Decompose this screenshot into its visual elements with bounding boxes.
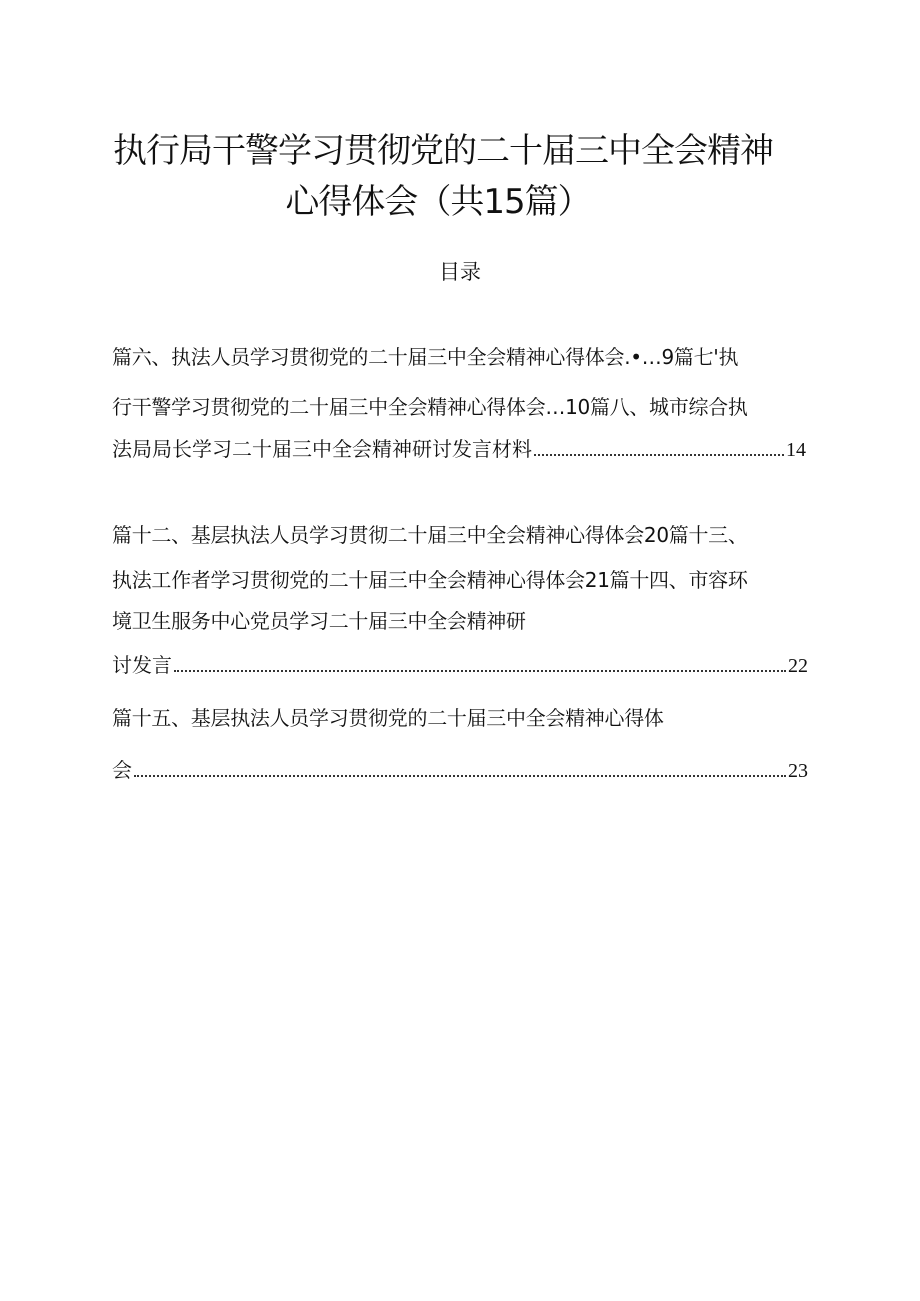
toc-entry-text: 会 <box>112 758 132 782</box>
document-title-line-2: 心得体会（共15篇） <box>285 182 591 222</box>
dot-leader <box>174 670 786 672</box>
toc-entry-line[interactable]: 篇十五、基层执法人员学习贯彻党的二十届三中全会精神心得体 <box>112 706 664 730</box>
toc-page-number: 14 <box>786 439 806 461</box>
toc-entry-line[interactable]: 境卫生服务中心党员学习二十届三中全会精神研 <box>112 609 526 633</box>
toc-page-number: 23 <box>788 760 808 782</box>
toc-entry-dotted[interactable] <box>112 650 808 680</box>
toc-entry-line[interactable]: 行干警学习贯彻党的二十届三中全会精神心得体会…10篇八、城市综合执 <box>112 395 748 419</box>
toc-page-number: 22 <box>788 655 808 677</box>
toc-heading: 目录 <box>439 260 481 284</box>
toc-entry-dotted[interactable] <box>112 755 808 785</box>
dot-leader <box>134 775 786 777</box>
toc-entry-line[interactable]: 篇六、执法人员学习贯彻党的二十届三中全会精神心得体会.•…9篇七'执 <box>112 345 739 369</box>
toc-entry-line[interactable]: 执法工作者学习贯彻党的二十届三中全会精神心得体会21篇十四、市容环 <box>112 568 748 592</box>
document-title-line-1: 执行局干警学习贯彻党的二十届三中全会精神 <box>113 131 773 171</box>
dot-leader <box>534 454 784 456</box>
toc-entry-text: 讨发言 <box>112 653 172 677</box>
toc-entry-text: 法局局长学习二十届三中全会精神研讨发言材料 <box>112 437 532 461</box>
toc-entry-dotted[interactable] <box>112 434 806 464</box>
toc-entry-line[interactable]: 篇十二、基层执法人员学习贯彻二十届三中全会精神心得体会20篇十三、 <box>112 523 748 547</box>
